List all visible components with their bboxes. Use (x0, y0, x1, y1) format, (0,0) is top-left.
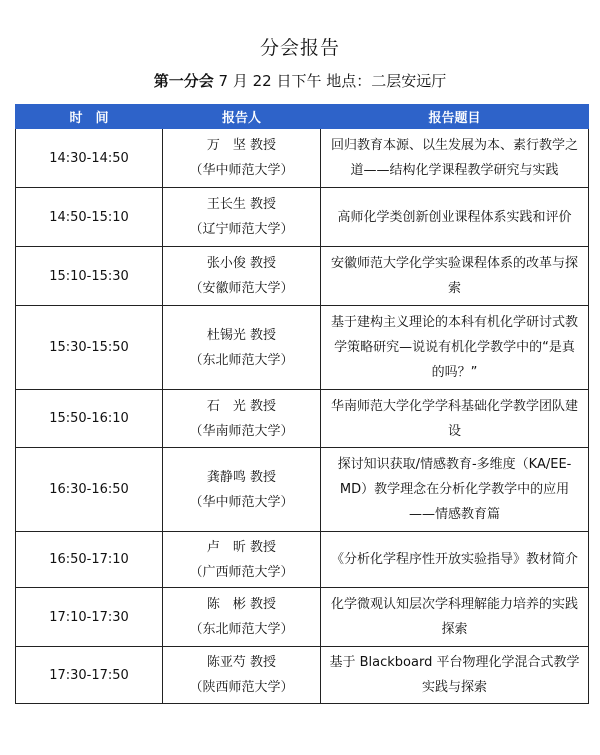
speaker-name: 王长生 教授 (206, 197, 277, 212)
table-row (16, 188, 589, 247)
speaker-name: 万 坚 教授 (206, 138, 277, 153)
time-cell: 16:50-17:10 (16, 532, 163, 588)
time-cell: 16:30-16:50 (16, 448, 163, 532)
speaker-cell (163, 188, 321, 247)
speaker-affiliation: （陕西师范大学） (189, 680, 294, 695)
speaker-affiliation: （安徽师范大学） (189, 281, 294, 296)
speaker-name: 石 光 教授 (206, 398, 277, 414)
time-cell: 17:10-17:30 (16, 588, 163, 647)
table-header-row (16, 105, 589, 129)
topic-cell: 安徽师范大学化学实验课程体系的改革与探索 (321, 247, 589, 306)
speaker-affiliation: （东北师范大学） (189, 622, 294, 637)
table-row (16, 306, 589, 390)
speaker-cell (163, 129, 321, 188)
speaker-affiliation: （华中师范大学） (189, 494, 294, 510)
table-row (16, 247, 589, 306)
speaker-affiliation: （华中师范大学） (189, 163, 294, 178)
speaker-cell (163, 647, 321, 704)
time-cell: 14:30-14:50 (16, 129, 163, 188)
table-row (16, 129, 589, 188)
session-details: 7 月 22 日下午 地点：二层安远厅 (218, 72, 447, 90)
speaker-name: 卢 昕 教授 (206, 539, 277, 555)
speaker-name: 龚静鸣 教授 (206, 469, 277, 485)
topic-cell: 《分析化学程序性开放实验指导》教材简介 (321, 532, 589, 588)
schedule-table (15, 104, 589, 704)
topic-cell: 高师化学类创新创业课程体系实践和评价 (321, 188, 589, 247)
time-cell: 17:30-17:50 (16, 647, 163, 704)
speaker-name: 陈 彬 教授 (206, 597, 277, 612)
session-name: 第一分会 (153, 72, 214, 90)
speaker-cell (163, 448, 321, 532)
topic-cell: 回归教育本源、以生发展为本、素行教学之道——结构化学课程教学研究与实践 (321, 129, 589, 188)
table-row (16, 448, 589, 532)
header-topic: 报告题目 (321, 105, 589, 129)
table-row (16, 647, 589, 704)
table-row (16, 390, 589, 448)
speaker-affiliation: （东北师范大学） (189, 352, 294, 368)
topic-cell: 探讨知识获取/情感教育-多维度（KA/EE-MD）教学理念在分析化学教学中的应用——情感教育篇 (321, 448, 589, 532)
page-title: 分会报告 (259, 37, 340, 59)
topic-cell: 化学微观认知层次学科理解能力培养的实践探索 (321, 588, 589, 647)
table-row (16, 532, 589, 588)
topic-cell: 基于建构主义理论的本科有机化学研讨式教学策略研究—说说有机化学教学中的“是真的吗？” (321, 306, 589, 390)
time-cell: 15:30-15:50 (16, 306, 163, 390)
time-cell: 15:10-15:30 (16, 247, 163, 306)
speaker-affiliation: （广西师范大学） (189, 564, 294, 580)
topic-cell: 基于 Blackboard 平台物理化学混合式教学实践与探索 (321, 647, 589, 704)
speaker-name: 陈亚芍 教授 (206, 655, 277, 670)
speaker-cell (163, 247, 321, 306)
speaker-affiliation: （辽宁师范大学） (189, 222, 294, 237)
topic-cell: 华南师范大学化学学科基础化学教学团队建设 (321, 390, 589, 448)
time-cell: 14:50-15:10 (16, 188, 163, 247)
speaker-name: 杜锡光 教授 (206, 327, 277, 343)
speaker-affiliation: （华南师范大学） (189, 423, 294, 439)
header-speaker: 报告人 (163, 105, 321, 129)
session-info (0, 70, 600, 91)
speaker-cell (163, 532, 321, 588)
speaker-cell (163, 306, 321, 390)
header-time: 时 间 (16, 105, 163, 129)
time-cell: 15:50-16:10 (16, 390, 163, 448)
speaker-cell (163, 390, 321, 448)
table-row (16, 588, 589, 647)
speaker-name: 张小俊 教授 (206, 256, 277, 271)
speaker-cell (163, 588, 321, 647)
